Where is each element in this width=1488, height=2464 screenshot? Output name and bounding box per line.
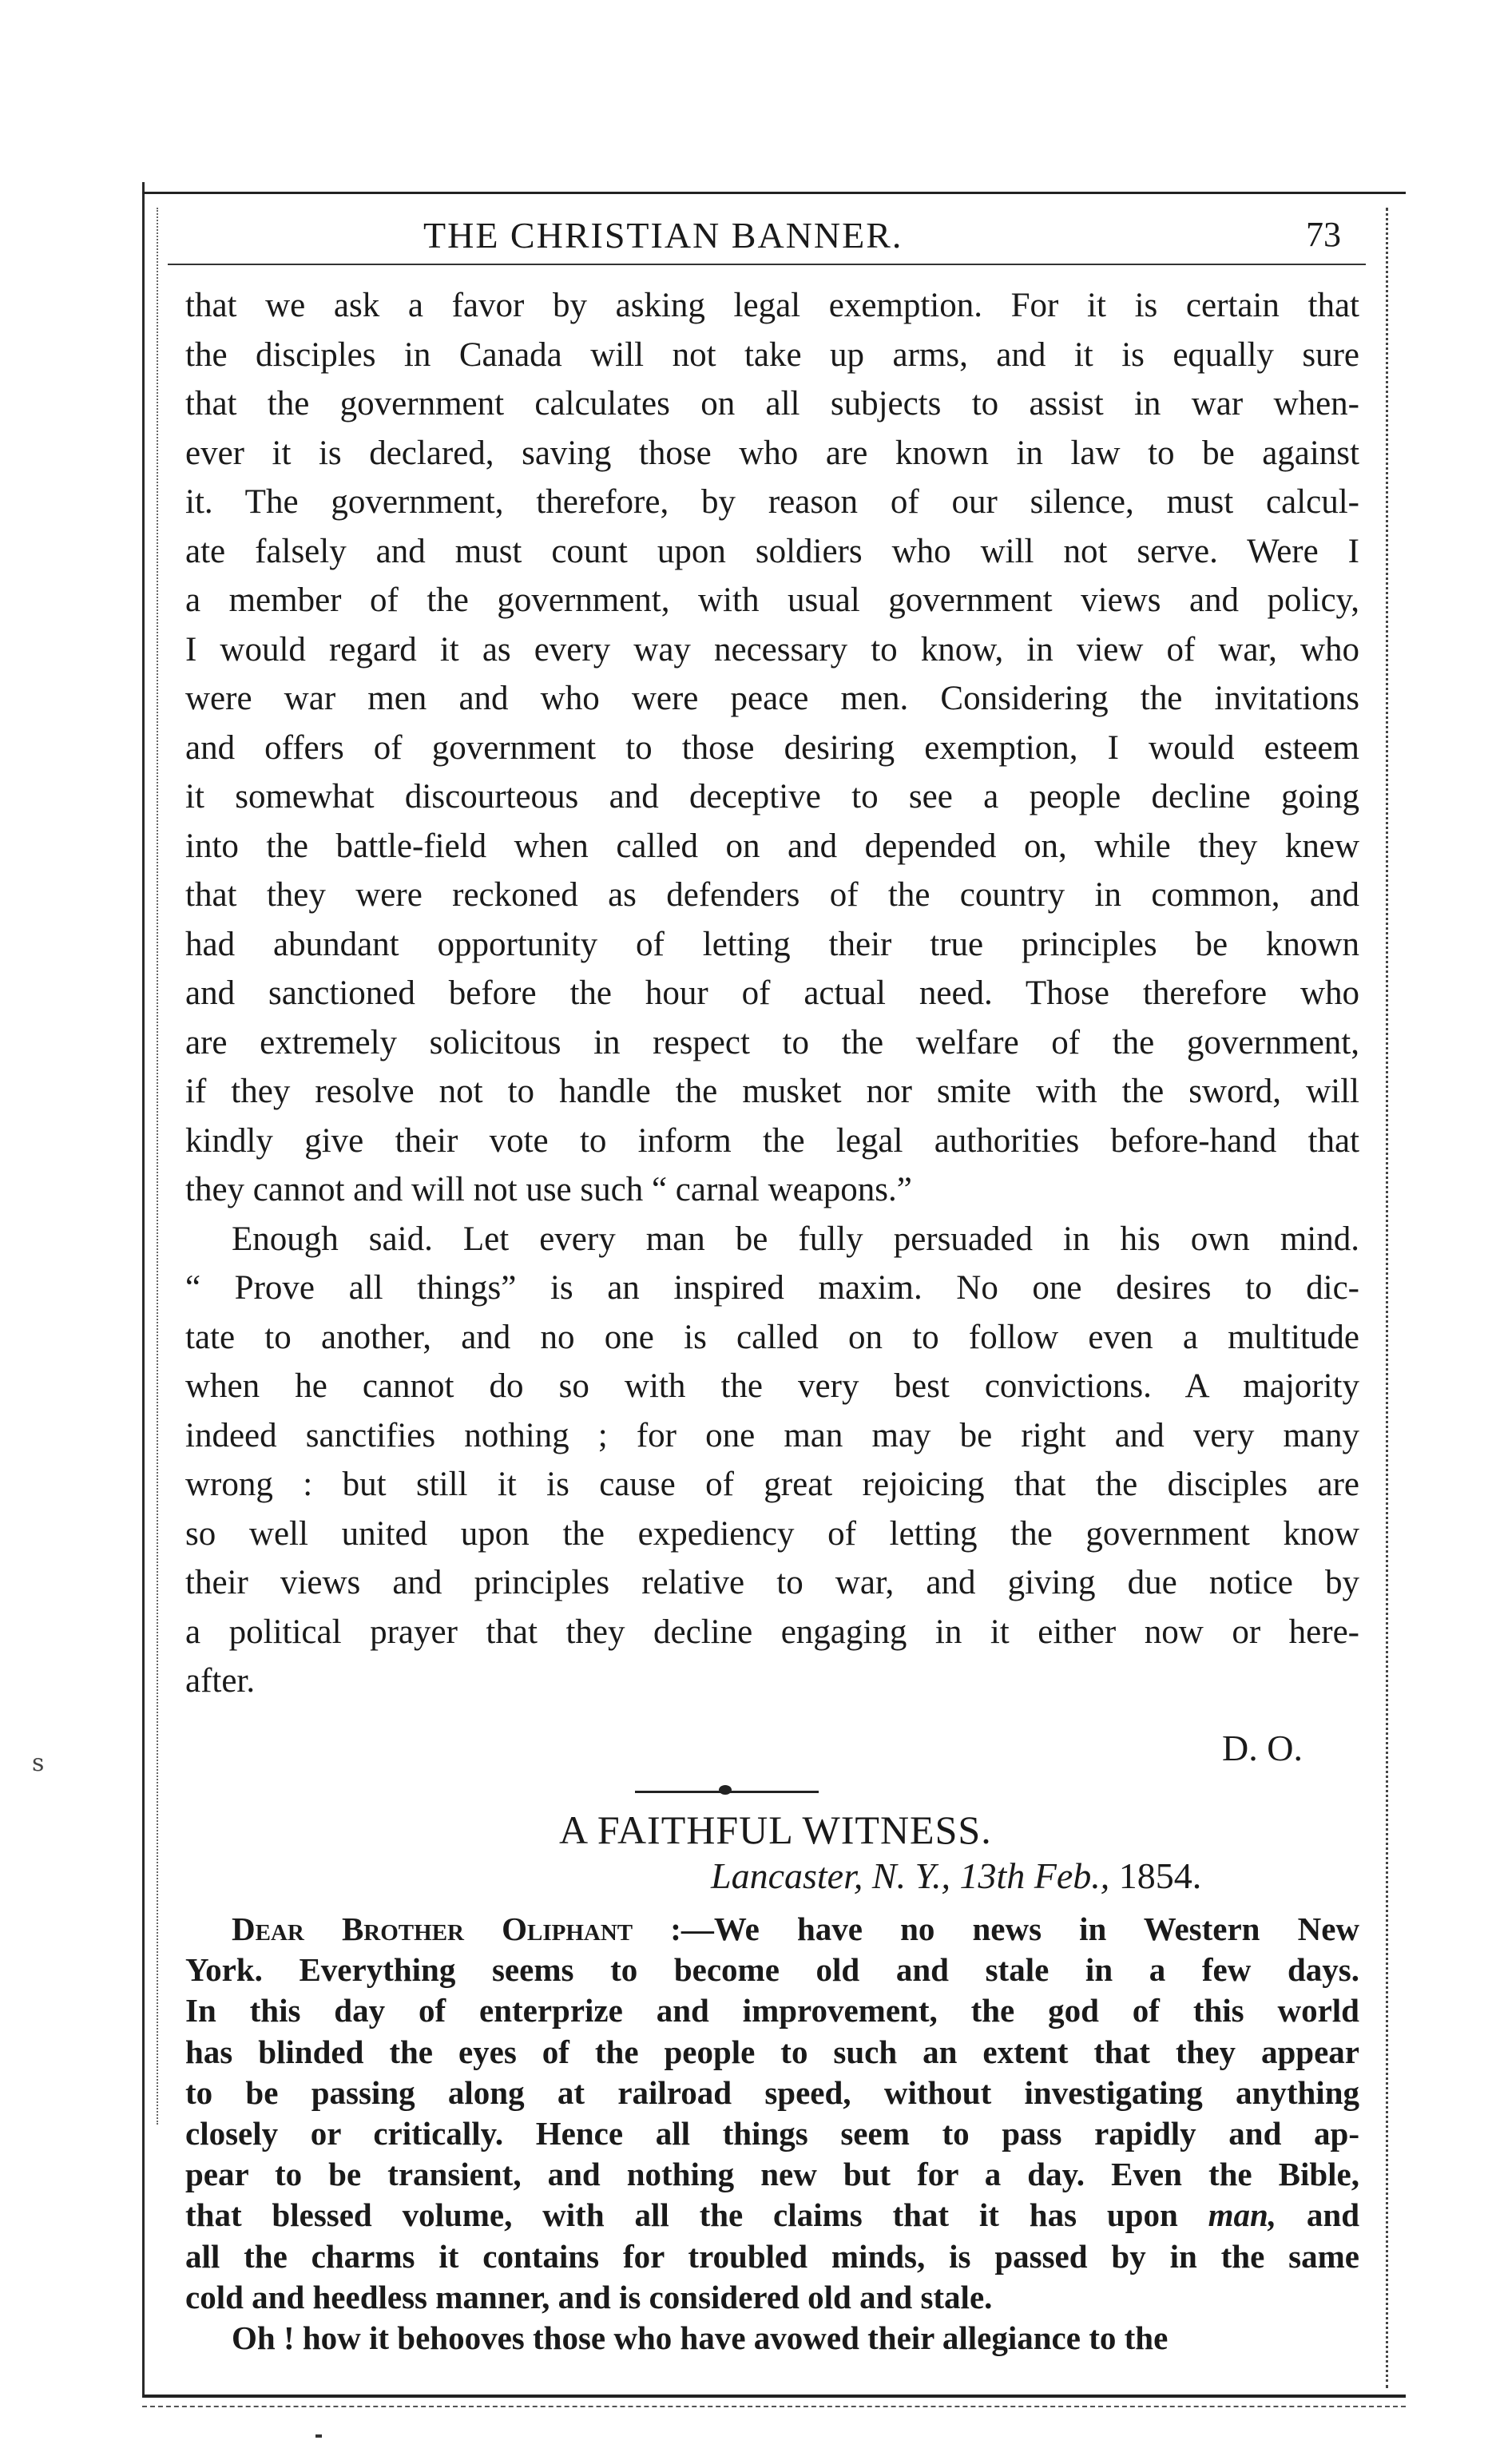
letter-lines: [185, 1950, 1359, 2195]
text-line: and offers of government to those desiring exemption, I would esteem: [185, 728, 1359, 767]
text-line: that we ask a favor by asking legal exemption. For it is certain that: [185, 287, 1359, 324]
letter-line: Oh ! how it behooves those who have avowed their allegiance to the: [232, 2319, 1169, 2357]
salutation: Dear Brother Oliphant: [232, 1910, 633, 1947]
letter-line: [185, 1909, 1359, 1950]
margin-mark: s: [32, 1749, 45, 1777]
bottom-dashed-rule: [142, 2406, 1406, 2407]
running-title: THE CHRISTIAN BANNER.: [423, 215, 903, 256]
text-line: had abundant opportunity of letting their true principles be known: [185, 925, 1359, 963]
bottom-rule: [142, 2395, 1406, 2398]
text-line: it somewhat discourteous and deceptive to see a people decline going: [185, 778, 1359, 815]
text-line: if they resolve not to handle the musket nor smite with the sword, will: [185, 1073, 1359, 1110]
dateline-place: Lancaster, N. Y.,: [711, 1855, 950, 1896]
text-line: has blinded the eyes of the people to such an extent that they appear: [185, 2033, 1359, 2070]
letter-lines-after: [185, 2236, 1359, 2318]
article-title: A FAITHFUL WITNESS.: [559, 1807, 992, 1852]
text-line: indeed sanctifies nothing ; for one man may be right and very many: [185, 1416, 1359, 1454]
text-line: they cannot and will not use such “ carnal weapons.”: [185, 1171, 912, 1208]
letter-line-text: that blessed volume, with all the claims that it has upon: [185, 2196, 1178, 2234]
text-line: cold and heedless manner, and is considered old and stale.: [185, 2278, 993, 2315]
text-line: so well united upon the expediency of letting the government know: [185, 1514, 1359, 1553]
header-rule: [168, 264, 1366, 265]
right-margin-dots: [1386, 208, 1395, 2388]
page-number: 73: [1306, 215, 1341, 254]
text-line: wrong : but still it is cause of great rejoicing that the disciples are: [185, 1466, 1359, 1503]
dateline-year: 1854.: [1118, 1855, 1202, 1896]
text-line: into the battle-field when called on and depended on, while they knew: [185, 827, 1359, 865]
letter-line-text: :—We have no news in Western New: [670, 1910, 1360, 1947]
text-line: a political prayer that they decline engaging in it either now or here-: [185, 1613, 1359, 1651]
text-line: closely or critically. Hence all things seem to pass rapidly and ap-: [185, 2115, 1359, 2153]
paragraph-2: [185, 1215, 1359, 1706]
text-line: after.: [185, 1662, 256, 1700]
text-line: to be passing along at railroad speed, without investigating anything: [185, 2073, 1359, 2111]
text-line: it. The government, therefore, by reason of our silence, must calcul-: [185, 483, 1359, 521]
text-line: ever it is declared, saving those who are known in law to be against: [185, 434, 1359, 472]
letter-line-text: and: [1306, 2196, 1359, 2234]
text-line: that they were reckoned as defenders of the country in common, and: [185, 876, 1359, 914]
text-line: and sanctioned before the hour of actual need. Those therefore who: [185, 974, 1359, 1012]
letter-body: [185, 1909, 1359, 2359]
text-line: pear to be transient, and nothing new but for a day. Even the Bible,: [185, 2156, 1359, 2193]
text-line: a member of the government, with usual government views and policy,: [185, 581, 1359, 619]
top-rule: [142, 192, 1406, 194]
text-line: kindly give their vote to inform the legal authorities before-hand that: [185, 1121, 1359, 1160]
left-margin-dots: [157, 208, 163, 2125]
divider-ornament: [719, 1785, 732, 1795]
text-line: “ Prove all things” is an inspired maxim. No one desires to dic-: [185, 1269, 1359, 1307]
text-line: I would regard it as every way necessary to know, in view of war, who: [185, 630, 1359, 669]
article-body: [185, 281, 1359, 1706]
text-line: are extremely solicitous in respect to the welfare of the government,: [185, 1023, 1359, 1061]
dateline: [711, 1855, 1201, 1897]
text-line: all the charms it contains for troubled minds, is passed by in the same: [185, 2237, 1359, 2275]
text-line: Enough said. Let every man be fully persuaded in his own mind.: [232, 1220, 1359, 1258]
text-line: York. Everything seems to become old and stale in a few days.: [185, 1951, 1359, 1989]
paragraph-1: [185, 281, 1359, 1215]
text-line: their views and principles relative to war, and giving due notice by: [185, 1564, 1359, 1601]
emphasis: man,: [1208, 2196, 1277, 2234]
foot-mark: [315, 2434, 322, 2438]
text-line: ate falsely and must count upon soldiers who will not serve. Were I: [185, 532, 1359, 570]
text-line: In this day of enterprize and improvement, the god of this world: [185, 1992, 1359, 2030]
letter-line: [185, 2195, 1359, 2236]
signature: D. O.: [1222, 1728, 1303, 1768]
text-line: when he cannot do so with the very best convictions. A majority: [185, 1367, 1359, 1405]
text-line: tate to another, and no one is called on to follow even a multitude: [185, 1318, 1359, 1356]
dateline-date: 13th Feb.,: [959, 1855, 1110, 1896]
text-line: were war men and who were peace men. Considering the invitations: [185, 680, 1359, 717]
text-line: that the government calculates on all subjects to assist in war when-: [185, 385, 1359, 423]
text-line: the disciples in Canada will not take up arms, and it is equally sure: [185, 335, 1359, 374]
